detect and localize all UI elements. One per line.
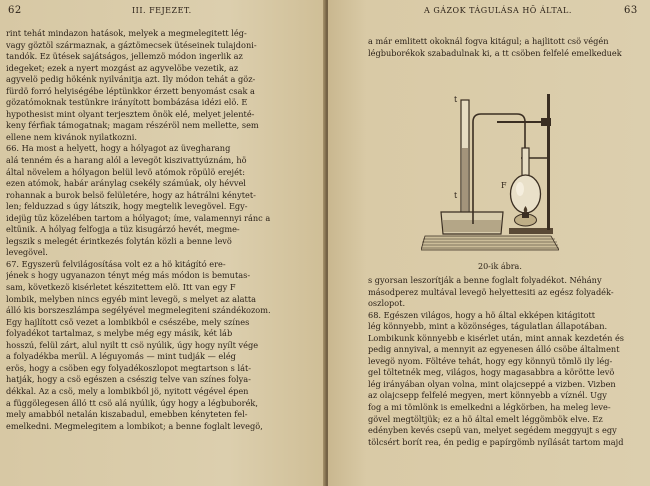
figure-20-illustration <box>421 88 559 258</box>
right-page-top-text-line: a már emlitett okoknál fogva kitágul; a hajlitott csö végén <box>368 36 609 46</box>
left-page-text-line: 66. Ha most a helyett, hogy a hólyagot az üvegharang <box>6 143 231 154</box>
left-page-text-line: sam, következö kisérletet készitettem elö. Itt van egy F <box>6 282 236 293</box>
right-page-bottom-text-line: oszlopot. <box>368 298 406 309</box>
left-page-text-line: álló kis borszeszlámpa segélyével megmelegiteni szándékozom. <box>6 305 271 316</box>
left-page-text-line: hypothesist mint olyant terjesztem önök elé, melyet jelenté- <box>6 108 255 119</box>
left-page-text-line: tandók. Ez ütések sajátságos, jellemzö módon ingerlik az <box>6 51 243 62</box>
right-page-bottom-text-line: fog a mi tömlönk is emelkedni a légkörben, ha meleg leve- <box>368 402 611 413</box>
right-page-bottom-text-line: gel töltetnék meg, világos, hogy magasabbra a körötte levö <box>368 367 615 378</box>
left-page-text-line: erös, hogy a csöben egy folyadékoszlopot megtartson s lát- <box>6 362 252 373</box>
right-page-top-text-line: légbuborékok szabadulnak ki, a tt csöben felfelé emelkeduek <box>368 47 622 58</box>
left-running-head: III. FEJEZET. <box>132 6 192 15</box>
left-page-text-line: dékkal. Az a csö, mely a lombikból jö, nyitott végével épen <box>6 385 249 396</box>
right-page-bottom-text-line: s gyorsan leszorítják a benne foglalt folyadékot. Néhány <box>368 275 602 285</box>
right-page-number: 63 <box>624 5 638 16</box>
right-page-bottom-text-line: pedig annyival, a mennyit az egyenesen álló csöbe általment <box>368 344 620 355</box>
left-page-text-line: gözatómoknak testünkre irányított bombázása idézi elö. E <box>6 97 248 108</box>
left-page-text-line: ezen atómok, habár aránylag csekély számúak, oly hévvel <box>6 178 246 189</box>
left-page-text-line: rint tehát mindazon hatások, melyek a megmelegitett lég- <box>6 28 247 38</box>
right-page-bottom-text-line: gövel megtöltjük; ez a hö által emelt léggömbök elve. Ez <box>368 413 603 424</box>
left-page-text-line: hosszú, felül zárt, alul nyilt tt csö nyúlik, úgy hogy nyílt vége <box>6 339 259 350</box>
left-page-number: 62 <box>8 5 22 16</box>
left-page-text-line: lombik, melyben nincs egyéb mint levegö, s melyet az alatta <box>6 293 257 304</box>
left-page-body <box>6 28 308 432</box>
left-page-text-line: len; felduzzad s úgy látszik, hogy megtelik levegövel. Egy- <box>6 201 248 212</box>
right-page-bottom-text-line: Lombikunk könnyebb e kisérlet után, mint annak kezdetén és <box>368 332 625 343</box>
figure-label-t-lower: t <box>454 191 458 200</box>
right-page-bottom-text-line: levegö nyom. Föltéve tehát, hogy egy könnyü tömlö ily lég- <box>368 355 613 366</box>
left-page-text-line: a függölegesen álló tt csö alá nyúlik, úgy hogy a légbuborék, <box>6 397 258 408</box>
left-page-text-line: rohannak a burok belsö felületére, hogy az hátrálni kénytet- <box>6 189 256 200</box>
left-page-text-line: fürdö forró helyiségébe léptünkkor érzett benyomást csak a <box>6 85 255 96</box>
left-page-text-line: jének s hogy ugyanazon tényt még más módon is bemutas- <box>6 270 251 281</box>
left-page-text-line: alá tenném és a harang alól a levegöt kiszivattyúznám, hö <box>6 155 247 166</box>
left-page-text-line: folyadékot tartalmaz, s melybe még egy másik, két láb <box>6 328 233 339</box>
left-page-text-line: Egy hajlított csö vezet a lombikból e csészébe, mely színes <box>6 316 250 327</box>
left-page-text-line: ellene nem kivánok nyilatkozni. <box>6 131 137 142</box>
right-running-head: A GÁZOK TÁGULÁSA HÖ ÁLTAL. <box>424 6 572 15</box>
left-page-text-line: legszik s melegét érintkezés folytán közli a benne levö <box>6 235 232 246</box>
left-page-text-line: levegövel. <box>6 247 48 258</box>
right-page-bottom-text-line: edényben kevés csepü van, melyet segédem meggyujt s egy <box>368 425 617 436</box>
right-page-bottom-text-line: lég irányában olyan volna, mint olajcseppé a vizben. Vizben <box>368 378 616 389</box>
left-page-text-line: hatják, hogy a csö egészen a csészig telve van színes folya- <box>6 374 251 385</box>
figure-label-t: t <box>454 95 458 104</box>
left-page-text-line: agyvelö pedig hökénk nyilvánitja azt. Ily módon tehát a göz- <box>6 74 256 85</box>
right-page-bottom-text-line: 68. Egészen világos, hogy a hö által ekképen kitágitott <box>368 309 596 320</box>
left-page-text-line: idejüg tüz közelében tartom a hólyagot; íme, valamennyi ránc a <box>6 212 271 223</box>
right-page-bottom-text-line: tölcsért borít rea, én pedig e papírgömb nyílását tartom majd <box>368 436 624 447</box>
left-page-text-line: eltünik. A hólyag felfogja a tüz kisugárzó hevét, megme- <box>6 224 240 235</box>
right-page <box>328 0 650 486</box>
left-page-text-line: keny férfiak támogatnak; magam részéröl nem mellette, sem <box>6 120 259 131</box>
figure-label-f: F <box>501 181 507 190</box>
figure-caption: 20-ik ábra. <box>478 262 522 271</box>
right-page-bottom-text-line: másodperez multával levegö helyettesiti az egész folyadék- <box>368 286 614 297</box>
left-page-text-line: által növelem a hólyagon belül levö atómok röpülö erejét: <box>6 166 245 177</box>
left-page-text-line: vagy göztöl származnak, a gáztömecsek ütéseinek tulajdoni- <box>6 39 257 50</box>
right-page-bottom-text-line: lég könnyebb, mint a közönséges, tágulatlan állapotában. <box>368 321 608 332</box>
right-page-bottom-text-line: az olajcsepp felfelé megyen, mert könnyebb a víznél. Ugy <box>368 390 607 401</box>
left-page-text-line: emelkedni. Megmelegitem a lombikot; a benne foglalt levegö, <box>6 420 263 431</box>
left-page-text-line: a folyadékba merül. A léguyomás — mint tudják — elég <box>6 351 236 362</box>
left-page-text-line: mely amabból netalán kiszabadul, emebben kényteten fel- <box>6 409 248 420</box>
right-page-body-bottom <box>368 275 640 448</box>
left-page-text-line: 67. Egyszerü felvilágosítása volt ez a hö kitágító ere- <box>6 258 226 269</box>
left-page-text-line: idegeket; ezek a nyert mozgást az agyvelöbe vezetik, az <box>6 62 239 73</box>
right-page-body-top <box>368 36 640 59</box>
